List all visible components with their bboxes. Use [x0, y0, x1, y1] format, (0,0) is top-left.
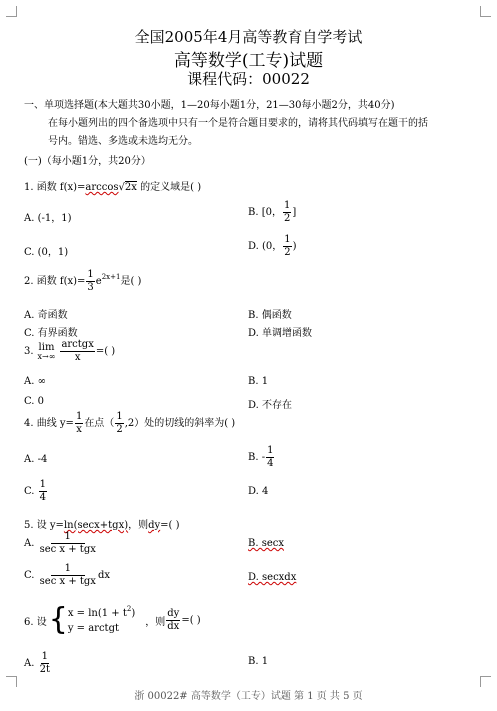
q4-prefix: 4. 曲线 y= [24, 418, 74, 429]
numerator: 1 [51, 532, 85, 544]
q6-prefix: 6. 设 [24, 616, 47, 628]
q2-option-a: A. 奇函数 [24, 310, 68, 321]
q4-b-fraction [266, 446, 274, 469]
q6-system [68, 604, 135, 636]
q2-exponent: 2x+1 [101, 273, 121, 281]
q6-option-a [24, 652, 52, 675]
exam-title: 全国2005年4月高等教育自学考试 [134, 28, 363, 46]
q5-c-post: dx [97, 570, 110, 581]
q2-option-b: B. 偶函数 [248, 310, 292, 321]
q4-b-pre: B. - [248, 452, 266, 463]
section-instruction-line1: 在每小题列出的四个备选项中只有一个是符合题目要求的，请将其代码填写在题干的括 [48, 118, 428, 129]
brace-icon: { [48, 602, 68, 637]
corner-mark [6, 676, 17, 687]
q6-option-b: B. 1 [248, 656, 269, 667]
q4-mid: 在点（ [84, 418, 115, 429]
q3-option-a: A. ∞ [24, 376, 46, 387]
q5-dy: dy [148, 520, 161, 531]
q1-d-pre: D. (0， [248, 241, 283, 252]
q1-b-pre: B. [0， [248, 207, 282, 218]
q5-option-d [248, 572, 296, 583]
section-heading: 一、单项选择题(本大题共30小题，1—20每小题1分，21—30每小题2分，共40分) [24, 100, 395, 111]
q1-option-a: A. (-1，1) [24, 213, 72, 224]
numerator: 1 [283, 200, 291, 211]
sub-section-heading: (一)（每小题1分，共20分） [24, 156, 151, 167]
q5-option-a [24, 532, 98, 555]
question-4-stem [24, 412, 235, 435]
sqrt-symbol: √ [118, 182, 125, 193]
denominator: dx [167, 620, 180, 632]
denominator: 2 [116, 424, 123, 435]
numerator: 1 [267, 445, 274, 456]
q6-line1 [68, 604, 135, 621]
q5-c-pre: C. [24, 570, 35, 581]
q5-a-pre: A. [24, 538, 35, 549]
q1-option-d [248, 235, 297, 258]
numerator: arctgx [61, 339, 94, 350]
q5-a-fraction [39, 532, 97, 555]
denominator: x [74, 352, 81, 363]
denominator: 2t [39, 664, 50, 675]
q6-line2: y = arctgt [67, 623, 119, 634]
denominator: 2 [284, 247, 291, 258]
q5-suffix: =( ) [160, 520, 180, 531]
q6-mid: ，则 [145, 616, 166, 628]
q3-suffix: =( ) [95, 346, 116, 357]
section-instruction-line2: 号内。错选、多选或未选均无分。 [48, 136, 198, 147]
q2-suffix: 是( ) [120, 276, 142, 287]
numerator: 1 [39, 479, 47, 490]
q6-line1-sup: 2 [126, 605, 132, 613]
q6-a-pre: A. [24, 658, 35, 669]
q5-option-c [24, 564, 110, 587]
subject-title: 高等数学(工专)试题 [173, 51, 324, 71]
denominator: sec x + tgx [39, 576, 96, 587]
q3-option-b: B. 1 [248, 376, 269, 387]
q4-option-a: A. -4 [24, 454, 48, 465]
q6-suffix: =( ) [181, 614, 201, 626]
corner-mark [480, 6, 491, 17]
numerator: dy [167, 607, 180, 619]
q3-option-d: D. 不存在 [248, 400, 293, 411]
question-2-stem [24, 270, 141, 293]
q3-fraction [60, 340, 94, 363]
q4-fraction [75, 412, 83, 435]
denominator: 4 [39, 492, 47, 503]
question-5-stem [24, 516, 180, 531]
numerator: 1 [41, 651, 48, 662]
q1-d-post: ) [292, 241, 297, 252]
q1-option-b [248, 201, 296, 224]
q1-prefix: 1. 函数 f(x)= [24, 182, 86, 193]
q1-b-post: ] [292, 207, 297, 218]
q3-prefix: 3. [24, 346, 34, 357]
q1-sqrt-arg: 2x [124, 182, 137, 193]
course-code: 课程代码：00022 [187, 70, 310, 88]
q1-suffix: 的定义域是( ) [140, 182, 202, 193]
denominator: x [76, 424, 82, 435]
q5-b-text: B. secx [248, 538, 284, 549]
q5-c-fraction [39, 564, 97, 587]
numerator: 1 [284, 234, 291, 245]
numerator: 1 [116, 411, 123, 422]
q2-option-c: C. 有界函数 [24, 328, 78, 339]
q6-a-fraction [39, 652, 51, 675]
q5-d-text: D. secxdx [248, 572, 297, 583]
q3-lim: lim [38, 341, 55, 353]
q1-b-fraction [283, 201, 291, 224]
numerator: 1 [87, 269, 94, 280]
question-1-stem [24, 178, 201, 193]
q2-fraction [86, 270, 94, 293]
q2-option-d: D. 单调增函数 [248, 328, 313, 339]
denominator: 2 [283, 213, 291, 224]
q4-c-fraction [39, 480, 47, 503]
question-3-stem [24, 340, 115, 363]
q3-option-c: C. 0 [24, 396, 45, 407]
q4-option-d: D. 4 [248, 486, 269, 497]
q2-prefix: 2. 函数 f(x)= [24, 276, 86, 287]
numerator: 1 [75, 411, 83, 422]
question-6-stem [24, 604, 201, 636]
q6-line1-text: x = ln(1 + t [67, 608, 127, 619]
q4-option-c [24, 480, 48, 503]
page-footer: 浙 00022# 高等数学（工专）试题 第 1 页 共 5 页 [134, 691, 363, 702]
q4-option-b [248, 446, 275, 469]
corner-mark [480, 676, 491, 687]
q2-base: e [95, 276, 102, 287]
q6-fraction [166, 609, 180, 632]
q4-c-pre: C. [24, 486, 35, 497]
q3-lim-sub: x→∞ [37, 351, 56, 361]
q4-point-fraction [115, 412, 123, 435]
q5-func: ln(secx+tgx) [63, 520, 129, 531]
q3-limit [38, 343, 56, 361]
denominator: 3 [87, 282, 94, 293]
denominator: 4 [267, 458, 274, 469]
q6-line1-post: ) [131, 608, 136, 619]
q4-point-post: ,2）处的切线的斜率为( ) [124, 418, 236, 429]
q1-d-fraction [283, 235, 291, 258]
q1-option-c: C. (0，1) [24, 247, 69, 258]
denominator: sec x + tgx [39, 544, 96, 555]
q5-mid: ，则 [128, 520, 149, 531]
q1-func: arccos [85, 182, 119, 193]
numerator: 1 [51, 564, 85, 576]
q5-option-b [248, 538, 284, 549]
q5-prefix: 5. 设 y= [24, 520, 64, 531]
corner-mark [6, 6, 17, 17]
